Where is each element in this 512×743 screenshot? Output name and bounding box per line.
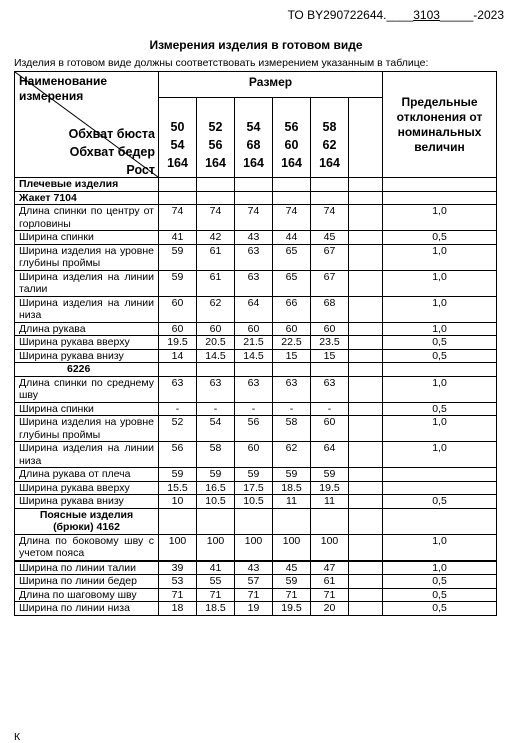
measurement-value: 19 xyxy=(235,602,273,616)
reference-code: 3103 xyxy=(413,8,440,22)
reference-blank: _____ xyxy=(439,8,474,22)
measurement-value: 55 xyxy=(197,575,235,589)
measurement-value: 14.5 xyxy=(235,349,273,363)
measurement-value: 54 xyxy=(197,416,235,442)
empty-cell xyxy=(349,322,383,336)
table-row xyxy=(15,588,497,602)
deviation-value: 0,5 xyxy=(383,495,497,509)
measurement-name: Ширина изделия на линии талии xyxy=(15,270,159,296)
measurement-value xyxy=(197,508,235,534)
measurement-value: 61 xyxy=(311,575,349,589)
measurement-value: 59 xyxy=(197,468,235,482)
measurement-value: 19.5 xyxy=(311,481,349,495)
measurement-name: Ширина по линии талии xyxy=(15,561,159,575)
size-height-value: 164 xyxy=(205,156,226,170)
section-row xyxy=(15,191,497,205)
table-row xyxy=(15,205,497,231)
deviation-header: Предельные отклонения от номинальных величин xyxy=(383,72,497,178)
measurement-value: 45 xyxy=(273,561,311,575)
table-row xyxy=(15,376,497,402)
deviation-value: 1,0 xyxy=(383,376,497,402)
table-row xyxy=(15,402,497,416)
size-column-header xyxy=(197,98,235,178)
table-row xyxy=(15,416,497,442)
measurement-value: 63 xyxy=(197,376,235,402)
size-bust-value: 58 xyxy=(322,120,337,134)
deviation-value: 1,0 xyxy=(383,534,497,560)
deviation-value: 1,0 xyxy=(383,270,497,296)
measurement-name: Длина рукава xyxy=(15,322,159,336)
footer-text: К xyxy=(14,731,21,743)
measurement-value: 64 xyxy=(311,442,349,468)
measurement-name: Ширина рукава внизу xyxy=(15,349,159,363)
measurement-value: 63 xyxy=(235,244,273,270)
measurement-value: - xyxy=(197,402,235,416)
measurement-value: 74 xyxy=(235,205,273,231)
measurement-value: 56 xyxy=(159,442,197,468)
measurement-value: 39 xyxy=(159,561,197,575)
measurement-value: - xyxy=(273,402,311,416)
measurement-value: 59 xyxy=(273,575,311,589)
size-height-value: 164 xyxy=(319,156,340,170)
table-row xyxy=(15,575,497,589)
measurement-value: 18 xyxy=(159,602,197,616)
measurements-table xyxy=(14,71,497,616)
measurement-name: Длина спинки по среднему шву xyxy=(15,376,159,402)
size-hips-value: 56 xyxy=(208,138,223,152)
size-column-header xyxy=(235,98,273,178)
table-row xyxy=(15,336,497,350)
measurement-value: 14.5 xyxy=(197,349,235,363)
measurement-value xyxy=(235,191,273,205)
measurement-value: 53 xyxy=(159,575,197,589)
measurement-value xyxy=(311,191,349,205)
measurement-value: 63 xyxy=(273,376,311,402)
table-row xyxy=(15,481,497,495)
measurement-name: Ширина спинки xyxy=(15,402,159,416)
measurement-value: 21.5 xyxy=(235,336,273,350)
measurement-name: Ширина по линии бедер xyxy=(15,575,159,589)
measurement-name: Длина спинки по центру от горловины xyxy=(15,205,159,231)
size-bust-value: 56 xyxy=(284,120,299,134)
measurement-name: Поясные изделия (брюки) 4162 xyxy=(15,508,159,534)
reference-blank: ____ xyxy=(386,8,414,22)
table-note: Изделия в готовом виде должны соответствовать измерением указанным в таблице: xyxy=(14,57,429,69)
deviation-value xyxy=(383,178,497,192)
table-row xyxy=(15,322,497,336)
measurement-value: 58 xyxy=(273,416,311,442)
empty-cell xyxy=(349,244,383,270)
measurement-value: 18.5 xyxy=(273,481,311,495)
table-row xyxy=(15,534,497,560)
measurement-value: 60 xyxy=(159,296,197,322)
empty-cell xyxy=(349,468,383,482)
measurement-value: 10 xyxy=(159,495,197,509)
empty-cell xyxy=(349,602,383,616)
measurement-value: 43 xyxy=(235,561,273,575)
measurement-value: 59 xyxy=(273,468,311,482)
measurement-value: 60 xyxy=(235,442,273,468)
measurement-value: 100 xyxy=(311,534,349,560)
size-bust-value: 50 xyxy=(170,120,185,134)
measurement-value: 45 xyxy=(311,231,349,245)
measurement-value xyxy=(197,363,235,377)
deviation-value: 1,0 xyxy=(383,442,497,468)
measurement-value: 67 xyxy=(311,244,349,270)
table-row xyxy=(15,349,497,363)
measurement-name: Длина по боковому шву с учетом пояса xyxy=(15,534,159,560)
deviation-value: 0,5 xyxy=(383,349,497,363)
measurement-value: 74 xyxy=(197,205,235,231)
measurement-value: 15 xyxy=(273,349,311,363)
measurement-value: 11 xyxy=(273,495,311,509)
measurement-value: 20.5 xyxy=(197,336,235,350)
measurement-value xyxy=(311,508,349,534)
measurement-value: 60 xyxy=(273,322,311,336)
size-column-header xyxy=(159,98,197,178)
deviation-value: 0,5 xyxy=(383,602,497,616)
measurement-value: 65 xyxy=(273,244,311,270)
measurement-value: 71 xyxy=(235,588,273,602)
size-hips-value: 68 xyxy=(246,138,261,152)
deviation-value xyxy=(383,468,497,482)
empty-cell xyxy=(349,561,383,575)
size-height-value: 164 xyxy=(281,156,302,170)
measurement-value: 62 xyxy=(273,442,311,468)
deviation-value: 0,5 xyxy=(383,588,497,602)
measurement-name: Ширина изделия на уровне глубины проймы xyxy=(15,416,159,442)
measurement-value: 71 xyxy=(311,588,349,602)
document-reference xyxy=(288,8,504,22)
measurement-value: 59 xyxy=(159,244,197,270)
measurement-value: 66 xyxy=(273,296,311,322)
measurement-value: 52 xyxy=(159,416,197,442)
measurement-value: 63 xyxy=(311,376,349,402)
measurement-value: 63 xyxy=(235,376,273,402)
empty-cell xyxy=(349,363,383,377)
measurement-value xyxy=(273,508,311,534)
measurement-value: 17.5 xyxy=(235,481,273,495)
empty-cell xyxy=(349,588,383,602)
measurement-value: 60 xyxy=(159,322,197,336)
size-header: Размер xyxy=(159,72,383,98)
table-row xyxy=(15,602,497,616)
empty-cell xyxy=(349,191,383,205)
measurement-value: 58 xyxy=(197,442,235,468)
measurement-value: 60 xyxy=(311,322,349,336)
diagonal-header-cell xyxy=(15,72,159,178)
deviation-value: 1,0 xyxy=(383,561,497,575)
size-hips-value: 60 xyxy=(284,138,299,152)
deviation-value xyxy=(383,508,497,534)
measurement-value xyxy=(273,363,311,377)
deviation-value: 1,0 xyxy=(383,322,497,336)
measurement-value: 68 xyxy=(311,296,349,322)
deviation-value: 0,5 xyxy=(383,231,497,245)
measurement-value xyxy=(273,178,311,192)
deviation-value xyxy=(383,481,497,495)
measurement-value: 59 xyxy=(159,270,197,296)
deviation-value: 1,0 xyxy=(383,416,497,442)
measurement-value xyxy=(311,363,349,377)
size-hips-value: 54 xyxy=(170,138,185,152)
empty-cell xyxy=(349,376,383,402)
empty-cell xyxy=(349,349,383,363)
measurement-value: 100 xyxy=(197,534,235,560)
measurement-value: 60 xyxy=(311,416,349,442)
table-row xyxy=(15,495,497,509)
reference-year: -2023 xyxy=(473,8,504,22)
deviation-value: 1,0 xyxy=(383,244,497,270)
height-row-label: Рост xyxy=(126,163,155,177)
table-row xyxy=(15,296,497,322)
measurement-name: Длина рукава от плеча xyxy=(15,468,159,482)
measurement-value: - xyxy=(235,402,273,416)
measurement-name: Ширина спинки xyxy=(15,231,159,245)
measurement-value: 41 xyxy=(197,561,235,575)
measurement-name: Ширина изделия на уровне глубины проймы xyxy=(15,244,159,270)
measurement-value xyxy=(159,191,197,205)
measurement-value: - xyxy=(159,402,197,416)
deviation-value: 0,5 xyxy=(383,336,497,350)
measurement-value: 56 xyxy=(235,416,273,442)
measurement-value: 47 xyxy=(311,561,349,575)
deviation-value: 0,5 xyxy=(383,575,497,589)
measurement-value xyxy=(235,363,273,377)
measurement-value: 67 xyxy=(311,270,349,296)
measurement-value: 14 xyxy=(159,349,197,363)
measurement-value: 100 xyxy=(159,534,197,560)
measurement-name: Ширина рукава вверху xyxy=(15,481,159,495)
empty-cell xyxy=(349,336,383,350)
bust-row-label: Обхват бюста xyxy=(68,127,155,141)
measurement-value: 57 xyxy=(235,575,273,589)
empty-cell xyxy=(349,402,383,416)
measurement-value: 10.5 xyxy=(197,495,235,509)
measurement-value xyxy=(159,508,197,534)
deviation-value xyxy=(383,363,497,377)
size-height-value: 164 xyxy=(167,156,188,170)
measurement-value: 65 xyxy=(273,270,311,296)
measurement-value: 74 xyxy=(311,205,349,231)
measurement-value: 74 xyxy=(273,205,311,231)
table-row xyxy=(15,270,497,296)
section-row xyxy=(15,508,497,534)
measurement-value: - xyxy=(311,402,349,416)
measurement-name: Ширина изделия на линии низа xyxy=(15,296,159,322)
measurement-value: 43 xyxy=(235,231,273,245)
measurement-value: 60 xyxy=(197,322,235,336)
table-row xyxy=(15,244,497,270)
empty-header-cell xyxy=(349,98,383,178)
measurement-name: Жакет 7104 xyxy=(15,191,159,205)
measurement-value: 18.5 xyxy=(197,602,235,616)
measurement-value: 59 xyxy=(235,468,273,482)
measurement-value: 15.5 xyxy=(159,481,197,495)
measurement-name: Ширина изделия на линии низа xyxy=(15,442,159,468)
empty-cell xyxy=(349,481,383,495)
measurement-name-header: Наименование измерения xyxy=(19,74,108,103)
measurement-name: Плечевые изделия xyxy=(15,178,159,192)
measurement-value: 59 xyxy=(159,468,197,482)
measurement-value: 61 xyxy=(197,270,235,296)
deviation-value: 1,0 xyxy=(383,205,497,231)
table-row xyxy=(15,468,497,482)
measurement-value: 19.5 xyxy=(273,602,311,616)
measurement-value xyxy=(311,178,349,192)
reference-prefix: ТО BY290722644. xyxy=(287,8,387,22)
measurement-value: 10.5 xyxy=(235,495,273,509)
measurement-name: Длина по шаговому шву xyxy=(15,588,159,602)
table-row xyxy=(15,442,497,468)
section-row xyxy=(15,363,497,377)
section-row xyxy=(15,178,497,192)
measurement-value: 44 xyxy=(273,231,311,245)
empty-cell xyxy=(349,270,383,296)
measurement-value: 22.5 xyxy=(273,336,311,350)
table-row xyxy=(15,561,497,575)
empty-cell xyxy=(349,575,383,589)
measurement-name: Ширина рукава внизу xyxy=(15,495,159,509)
measurement-value: 61 xyxy=(197,244,235,270)
measurement-value: 63 xyxy=(159,376,197,402)
empty-cell xyxy=(349,534,383,560)
measurement-value: 16.5 xyxy=(197,481,235,495)
measurement-value xyxy=(197,191,235,205)
measurement-value: 74 xyxy=(159,205,197,231)
measurement-value xyxy=(159,178,197,192)
measurement-value xyxy=(197,178,235,192)
size-hips-value: 62 xyxy=(322,138,337,152)
empty-cell xyxy=(349,205,383,231)
measurement-value: 100 xyxy=(235,534,273,560)
measurement-value xyxy=(159,363,197,377)
measurement-name: Ширина по линии низа xyxy=(15,602,159,616)
measurement-value: 62 xyxy=(197,296,235,322)
hips-row-label: Обхват бедер xyxy=(69,145,155,159)
measurement-value: 19.5 xyxy=(159,336,197,350)
empty-cell xyxy=(349,508,383,534)
measurement-value: 23.5 xyxy=(311,336,349,350)
empty-cell xyxy=(349,442,383,468)
measurement-value: 64 xyxy=(235,296,273,322)
measurement-value: 63 xyxy=(235,270,273,296)
size-bust-value: 54 xyxy=(246,120,261,134)
measurement-name: 6226 xyxy=(15,363,159,377)
measurement-value: 59 xyxy=(311,468,349,482)
measurement-value xyxy=(273,191,311,205)
deviation-value: 1,0 xyxy=(383,296,497,322)
measurement-value xyxy=(235,178,273,192)
table-row xyxy=(15,231,497,245)
measurement-value: 20 xyxy=(311,602,349,616)
measurement-value: 42 xyxy=(197,231,235,245)
measurement-value: 71 xyxy=(273,588,311,602)
empty-cell xyxy=(349,495,383,509)
size-height-value: 164 xyxy=(243,156,264,170)
measurement-value: 71 xyxy=(159,588,197,602)
deviation-value xyxy=(383,191,497,205)
size-column-header xyxy=(273,98,311,178)
measurement-value: 100 xyxy=(273,534,311,560)
empty-cell xyxy=(349,231,383,245)
measurement-value: 60 xyxy=(235,322,273,336)
measurement-value: 71 xyxy=(197,588,235,602)
measurement-value: 11 xyxy=(311,495,349,509)
document-title: Измерения изделия в готовом виде xyxy=(149,38,363,52)
measurement-value xyxy=(235,508,273,534)
empty-cell xyxy=(349,416,383,442)
size-column-header xyxy=(311,98,349,178)
measurement-value: 41 xyxy=(159,231,197,245)
empty-cell xyxy=(349,178,383,192)
measurement-name: Ширина рукава вверху xyxy=(15,336,159,350)
deviation-value: 0,5 xyxy=(383,402,497,416)
empty-cell xyxy=(349,296,383,322)
size-bust-value: 52 xyxy=(208,120,223,134)
measurement-value: 15 xyxy=(311,349,349,363)
